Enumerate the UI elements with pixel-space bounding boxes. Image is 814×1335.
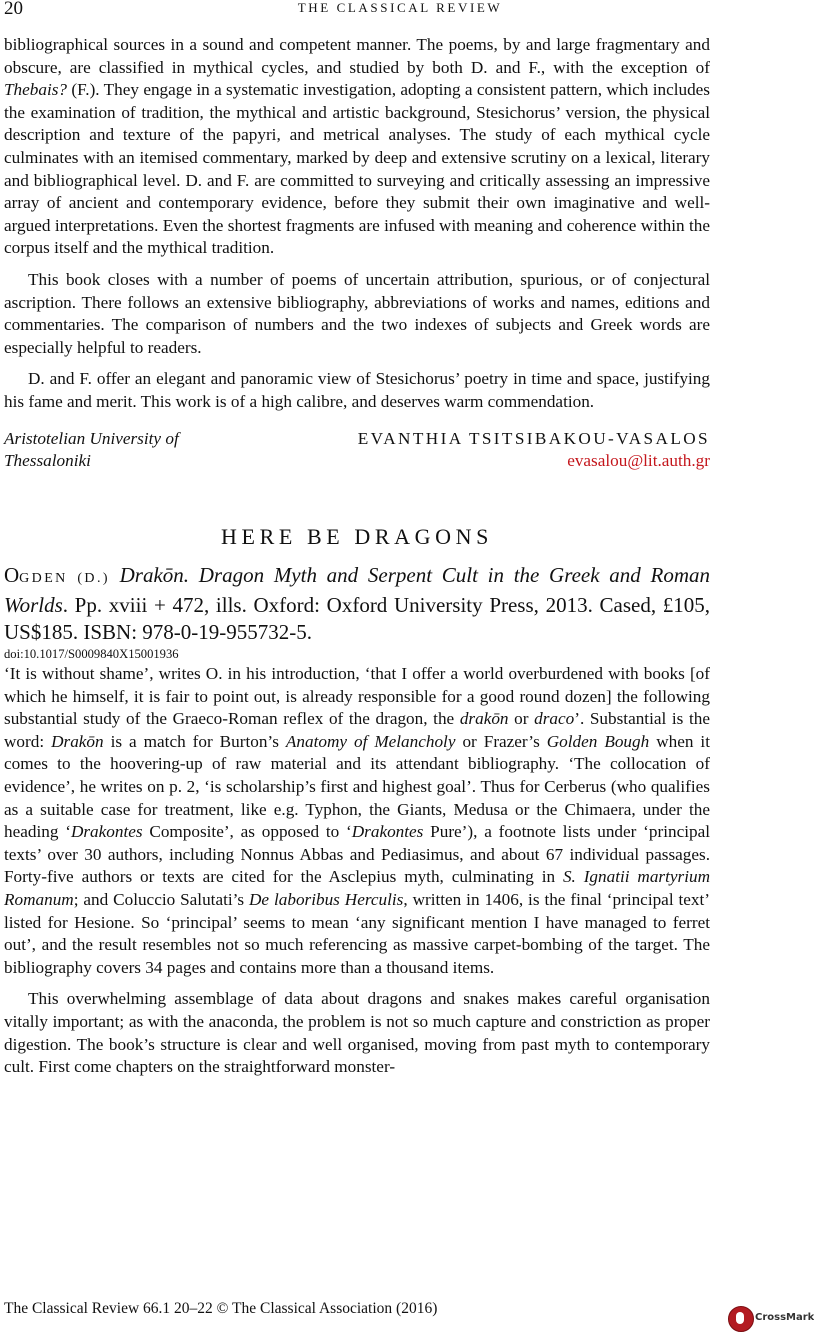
book-details: . Pp. xviii + 472, ills. Oxford: Oxford University Press, 2013. Cased, £105, US$185. ISBN: 978-0-19-955732-5. [4, 593, 710, 645]
review1-paragraph-2: This book closes with a number of poems of uncertain attribution, spurious, or of conjectural ascription. There follows an extensive bibliography, abbreviations of works and names, editions and commentaries. The comparison of numbers and the two indexes of subjects and Greek words are especially helpful to readers. [4, 269, 710, 357]
book-author-given: (D.) [77, 571, 110, 587]
review1-paragraph-3: D. and F. offer an elegant and panoramic view of Stesichorus’ poetry in time and space, justifying his fame and merit. This work is of a high calibre, and deserves warm commendation. [4, 369, 710, 411]
review1-paragraph-1: bibliographical sources in a sound and competent manner. The poems, by and large fragmentary and obscure, are classified in mythical cycles, and studied by both D. and F., with the exception of Thebais? (F.). They engage in a systematic investigation, adopting a consistent pattern, which includes the examination of tradition, the mythical and artistic background, Stesichorus’ version, the physical description and texture of the papyri, and metrical analyses. The study of each mythical cycle culminates with an itemised commentary, marked by deep and extensive scrutiny on a lexical, literary and bibliographical level. D. and F. are committed to surveying and critically assessing an impressive array of ancient and contemporary evidence, before they submit their own imaginative and well-argued interpretations. Even the shortest fragments are infused with meaning and coherence within the corpus itself and the mythical tradition. [4, 35, 710, 258]
reviewer-name: EVANTHIA TSITSIBAKOU-VASALOS [357, 428, 710, 448]
section-title: HERE BE DRAGONS [221, 523, 493, 549]
review2-paragraph-2: This overwhelming assemblage of data about dragons and snakes makes careful organisation vitally important; as with the anaconda, the problem is not so much capture and constriction as proper digestion. The book’s structure is clear and well organised, moving from past myth to contemporary cult. First come chapters on the straightforward monster- [4, 989, 710, 1077]
book-title: Drakōn. Dragon Myth and Serpent Cult in the Greek and Roman Worlds [4, 563, 710, 618]
review1-signature [4, 428, 710, 474]
book-author-initial: O [4, 563, 20, 588]
crossmark-label: CrossMark [755, 1312, 814, 1323]
crossmark-badge[interactable] [728, 1306, 814, 1332]
book-author-surname: GDEN [19, 571, 68, 587]
reviewer-email-link[interactable]: evasalou@lit.auth.gr [567, 450, 710, 470]
footer-citation: The Classical Review 66.1 20–22 © The Classical Association (2016) [4, 1300, 438, 1317]
page-number: 20 [4, 0, 23, 19]
doi: doi:10.1017/S0009840X15001936 [4, 647, 179, 662]
crossmark-icon [728, 1306, 754, 1332]
running-head: THE CLASSICAL REVIEW [297, 0, 503, 15]
reviewer-institution: Aristotelian University of Thessaloniki [4, 428, 179, 471]
review2-paragraph-1: ‘It is without shame’, writes O. in his introduction, ‘that I offer a world overburdened with books [of which he himself, it is fair to point out, is already responsible for a good round dozen] the following substantial study of the Graeco-Roman reflex of the dragon, the drakōn or draco’. Substantial is the word: Drakōn is a match for Burton’s Anatomy of Melancholy or Frazer’s Golden Bough when it comes to the hoovering-up of raw material and its attendant bibliography. ‘The collocation of evidence’, he writes on p. 2, ‘is scholarship’s first and highest goal’. Thus for Cerberus (who qualifies as a suitable case for treatment, like e.g. Typhon, the Giants, Medusa or the Chimaera, under the heading ‘Drakontes Composite’, as opposed to ‘Drakontes Pure’), a footnote lists under ‘principal texts’ over 30 authors, including Nonnus Abbas and Pediasimus, and about 67 individual passages. Forty-five authors or texts are cited for the Asclepius myth, culminating in S. Ignatii martyrium Romanum; and Coluccio Salutati’s De laboribus Herculis, written in 1406, is the final ‘principal text’ listed for Hesione. So ‘principal’ seems to mean ‘any significant mention I have managed to ferret out’, and the result resembles not so much referencing as massive carpet-bombing of the target. The bibliography covers 34 pages and contains more than a thousand items. [4, 664, 711, 977]
book-reference [4, 562, 710, 646]
article-body [4, 34, 710, 1079]
page-header [0, 0, 800, 24]
